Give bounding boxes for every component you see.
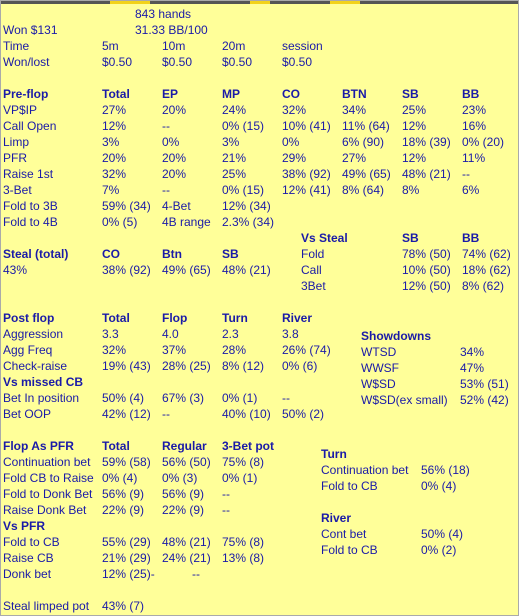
preflop-cell: 12% (402, 151, 427, 165)
turn-value: 56% (18) (421, 463, 470, 477)
preflop-row-label: VP$IP (3, 103, 38, 117)
preflop-col-header: SB (402, 87, 419, 101)
preflop-cell: 12% (34) (222, 199, 271, 213)
preflop-row-label: Call Open (3, 119, 57, 133)
preflop-cell: 20% (162, 103, 187, 117)
wonlost-10m: $0.50 (162, 55, 193, 69)
vs-pfr-cell: 24% (21) (162, 551, 211, 565)
vs-steal-cell: 8% (62) (462, 279, 505, 293)
vs-steal-title: Vs Steal (301, 231, 348, 245)
period-10m: 10m (162, 39, 186, 53)
postflop-title: Post flop (3, 311, 55, 325)
flop-as-pfr-row-label: Fold CB to Raise (3, 471, 94, 485)
postflop-cell: 3.8 (282, 327, 299, 341)
flop-as-pfr-cell: 0% (4) (102, 471, 138, 485)
vs-missed-cb-cell: 42% (12) (102, 407, 151, 421)
preflop-cell: 59% (34) (102, 199, 151, 213)
preflop-cell: 20% (162, 167, 187, 181)
preflop-row-label: Fold to 4B (3, 215, 58, 229)
period-session: session (282, 39, 323, 53)
postflop-col-header: Flop (162, 311, 188, 325)
preflop-cell: 4B range (162, 215, 211, 229)
vs-pfr-cell: 55% (29) (102, 535, 151, 549)
wonlost-session: $0.50 (282, 55, 313, 69)
preflop-cell: 12% (102, 119, 127, 133)
postflop-cell: 32% (102, 343, 127, 357)
flop-as-pfr-row-label: Continuation bet (3, 455, 91, 469)
vs-missed-cb-title: Vs missed CB (3, 375, 84, 389)
showdowns-row-label: W$SD(ex small) (361, 393, 448, 407)
preflop-cell: 0% (20) (462, 135, 505, 149)
postflop-col-header: Turn (222, 311, 248, 325)
wonlost-20m: $0.50 (222, 55, 253, 69)
vs-steal-cell: 10% (50) (402, 263, 451, 277)
top-strip-accent (110, 0, 150, 4)
preflop-row-label: 3-Bet (3, 183, 32, 197)
steal-total-value: 43% (3, 263, 28, 277)
showdowns-row-label: WWSF (361, 361, 399, 375)
flop-as-pfr-cell: 0% (1) (222, 471, 258, 485)
vs-steal-row-label: Fold (301, 247, 325, 261)
steal-limped-pot-label: Steal limped pot (3, 599, 90, 613)
preflop-cell: 6% (90) (342, 135, 385, 149)
showdowns-value: 53% (51) (460, 377, 509, 391)
steal-col-header: Btn (162, 247, 182, 261)
flop-as-pfr-cell: 22% (9) (102, 503, 145, 517)
preflop-cell: 27% (342, 151, 367, 165)
top-strip (0, 0, 519, 4)
showdowns-value: 34% (460, 345, 485, 359)
preflop-cell: 32% (102, 167, 127, 181)
time-label: Time (3, 39, 30, 53)
preflop-cell: 25% (402, 103, 427, 117)
vs-steal-cell: 12% (50) (402, 279, 451, 293)
showdowns-row-label: W$SD (361, 377, 396, 391)
postflop-cell: 8% (12) (222, 359, 265, 373)
preflop-title: Pre-flop (3, 87, 49, 101)
vs-missed-cb-cell: -- (162, 407, 170, 421)
river-row-label: Cont bet (321, 527, 367, 541)
vs-pfr-row-label: Raise CB (3, 551, 54, 565)
preflop-row-label: PFR (3, 151, 27, 165)
won-amount: Won $131 (3, 23, 58, 37)
preflop-cell: 0% (15) (222, 183, 265, 197)
preflop-cell: 0% (5) (102, 215, 138, 229)
turn-row-label: Fold to CB (321, 479, 378, 493)
postflop-row-label: Check-raise (3, 359, 68, 373)
postflop-col-header: Total (102, 311, 130, 325)
steal-col-header: SB (222, 247, 239, 261)
preflop-cell: 21% (222, 151, 247, 165)
preflop-col-header: BB (462, 87, 480, 101)
vs-missed-cb-cell: 50% (2) (282, 407, 325, 421)
postflop-col-header: River (282, 311, 313, 325)
postflop-row-label: Agg Freq (3, 343, 53, 357)
vs-pfr-title: Vs PFR (3, 519, 46, 533)
preflop-cell: 18% (39) (402, 135, 451, 149)
preflop-row-label: Limp (3, 135, 30, 149)
period-5m: 5m (102, 39, 119, 53)
preflop-cell: 7% (102, 183, 120, 197)
preflop-cell: -- (462, 167, 470, 181)
preflop-cell: 3% (102, 135, 120, 149)
bb-per-100: 31.33 BB/100 (135, 23, 208, 37)
vs-steal-col-header: SB (402, 231, 419, 245)
preflop-cell: 16% (462, 119, 487, 133)
preflop-cell: 48% (21) (402, 167, 451, 181)
preflop-cell: 10% (41) (282, 119, 331, 133)
vs-missed-cb-cell: 50% (4) (102, 391, 145, 405)
preflop-cell: 34% (342, 103, 367, 117)
river-value: 50% (4) (421, 527, 464, 541)
preflop-cell: 0% (15) (222, 119, 265, 133)
preflop-cell: 24% (222, 103, 247, 117)
preflop-cell: 8% (64) (342, 183, 385, 197)
preflop-cell: 2.3% (34) (222, 215, 275, 229)
vs-pfr-cell: 21% (29) (102, 551, 151, 565)
preflop-cell: 23% (462, 103, 487, 117)
flop-as-pfr-cell: 75% (8) (222, 455, 265, 469)
preflop-col-header: CO (282, 87, 300, 101)
vs-steal-col-header: BB (462, 231, 480, 245)
top-strip-accent (250, 0, 270, 4)
steal-cell: 49% (65) (162, 263, 211, 277)
vs-missed-cb-cell: 67% (3) (162, 391, 205, 405)
river-value: 0% (2) (421, 543, 457, 557)
vs-pfr-row-label: Fold to CB (3, 535, 60, 549)
postflop-cell: 2.3 (222, 327, 239, 341)
wonlost-5m: $0.50 (102, 55, 133, 69)
preflop-cell: 25% (222, 167, 247, 181)
vs-missed-cb-cell: 0% (1) (222, 391, 258, 405)
flop-as-pfr-cell: 56% (9) (102, 487, 145, 501)
preflop-cell: 4-Bet (162, 199, 191, 213)
vs-pfr-row-label: Donk bet (3, 567, 52, 581)
preflop-cell: 3% (222, 135, 240, 149)
top-strip-accent (330, 0, 360, 4)
vs-steal-cell: 18% (62) (462, 263, 511, 277)
preflop-cell: 11% (462, 151, 486, 165)
preflop-cell: 6% (462, 183, 480, 197)
postflop-cell: 28% (25) (162, 359, 211, 373)
vs-steal-row-label: 3Bet (301, 279, 326, 293)
postflop-cell: 26% (74) (282, 343, 331, 357)
steal-cell: 38% (92) (102, 263, 151, 277)
wonlost-label: Won/lost (3, 55, 50, 69)
flop-as-pfr-cell: -- (222, 487, 230, 501)
preflop-cell: 12% (402, 119, 427, 133)
vs-pfr-cell: 48% (21) (162, 535, 211, 549)
flop-as-pfr-col-header: Regular (162, 439, 207, 453)
preflop-col-header: EP (162, 87, 179, 101)
vs-missed-cb-cell: 40% (10) (222, 407, 271, 421)
preflop-cell: 8% (402, 183, 420, 197)
preflop-row-label: Raise 1st (3, 167, 54, 181)
preflop-cell: 32% (282, 103, 307, 117)
turn-row-label: Continuation bet (321, 463, 409, 477)
preflop-row-label: Fold to 3B (3, 199, 58, 213)
preflop-cell: 0% (282, 135, 300, 149)
postflop-cell: 37% (162, 343, 187, 357)
preflop-cell: 29% (282, 151, 307, 165)
preflop-col-header: MP (222, 87, 240, 101)
preflop-cell: 27% (102, 103, 127, 117)
postflop-cell: 4.0 (162, 327, 179, 341)
flop-as-pfr-cell: 56% (50) (162, 455, 211, 469)
preflop-cell: 0% (162, 135, 180, 149)
vs-steal-cell: 78% (50) (402, 247, 451, 261)
flop-as-pfr-cell: 59% (58) (102, 455, 151, 469)
turn-value: 0% (4) (421, 479, 457, 493)
period-20m: 20m (222, 39, 246, 53)
showdowns-row-label: WTSD (361, 345, 397, 359)
postflop-cell: 19% (43) (102, 359, 151, 373)
postflop-row-label: Aggression (3, 327, 64, 341)
vs-missed-cb-row-label: Bet OOP (3, 407, 52, 421)
postflop-cell: 28% (222, 343, 247, 357)
preflop-cell: -- (162, 119, 170, 133)
preflop-col-header: BTN (342, 87, 367, 101)
postflop-cell: 0% (6) (282, 359, 318, 373)
vs-pfr-cell: 75% (8) (222, 535, 265, 549)
flop-as-pfr-title: Flop As PFR (3, 439, 74, 453)
river-title: River (321, 511, 352, 525)
steal-limped-pot-value: 43% (7) (102, 599, 145, 613)
flop-as-pfr-cell: 56% (9) (162, 487, 205, 501)
steal-cell: 48% (21) (222, 263, 271, 277)
preflop-cell: 20% (102, 151, 127, 165)
preflop-cell: 12% (41) (282, 183, 331, 197)
flop-as-pfr-col-header: Total (102, 439, 130, 453)
showdowns-value: 52% (42) (460, 393, 509, 407)
preflop-cell: 49% (65) (342, 167, 391, 181)
flop-as-pfr-cell: 22% (9) (162, 503, 205, 517)
flop-as-pfr-cell: 0% (3) (162, 471, 198, 485)
hands-count: 843 hands (135, 7, 192, 21)
flop-as-pfr-row-label: Raise Donk Bet (3, 503, 87, 517)
vs-missed-cb-row-label: Bet In position (3, 391, 80, 405)
flop-as-pfr-cell: -- (222, 503, 230, 517)
vs-missed-cb-cell: -- (282, 391, 290, 405)
steal-title: Steal (total) (3, 247, 69, 261)
showdowns-title: Showdowns (361, 329, 431, 343)
steal-col-header: CO (102, 247, 120, 261)
vs-pfr-cell: 13% (8) (222, 551, 265, 565)
preflop-cell: 38% (92) (282, 167, 331, 181)
preflop-cell: -- (162, 183, 170, 197)
vs-pfr-cell: 12% (25)- (102, 567, 155, 581)
vs-steal-row-label: Call (301, 263, 322, 277)
showdowns-value: 47% (460, 361, 485, 375)
preflop-col-header: Total (102, 87, 130, 101)
vs-pfr-cell: -- (192, 567, 200, 581)
river-row-label: Fold to CB (321, 543, 378, 557)
vs-steal-cell: 74% (62) (462, 247, 511, 261)
postflop-cell: 3.3 (102, 327, 119, 341)
preflop-cell: 11% (64) (342, 119, 390, 133)
turn-title: Turn (321, 447, 347, 461)
preflop-cell: 20% (162, 151, 187, 165)
flop-as-pfr-row-label: Fold to Donk Bet (3, 487, 93, 501)
flop-as-pfr-col-header: 3-Bet pot (222, 439, 274, 453)
